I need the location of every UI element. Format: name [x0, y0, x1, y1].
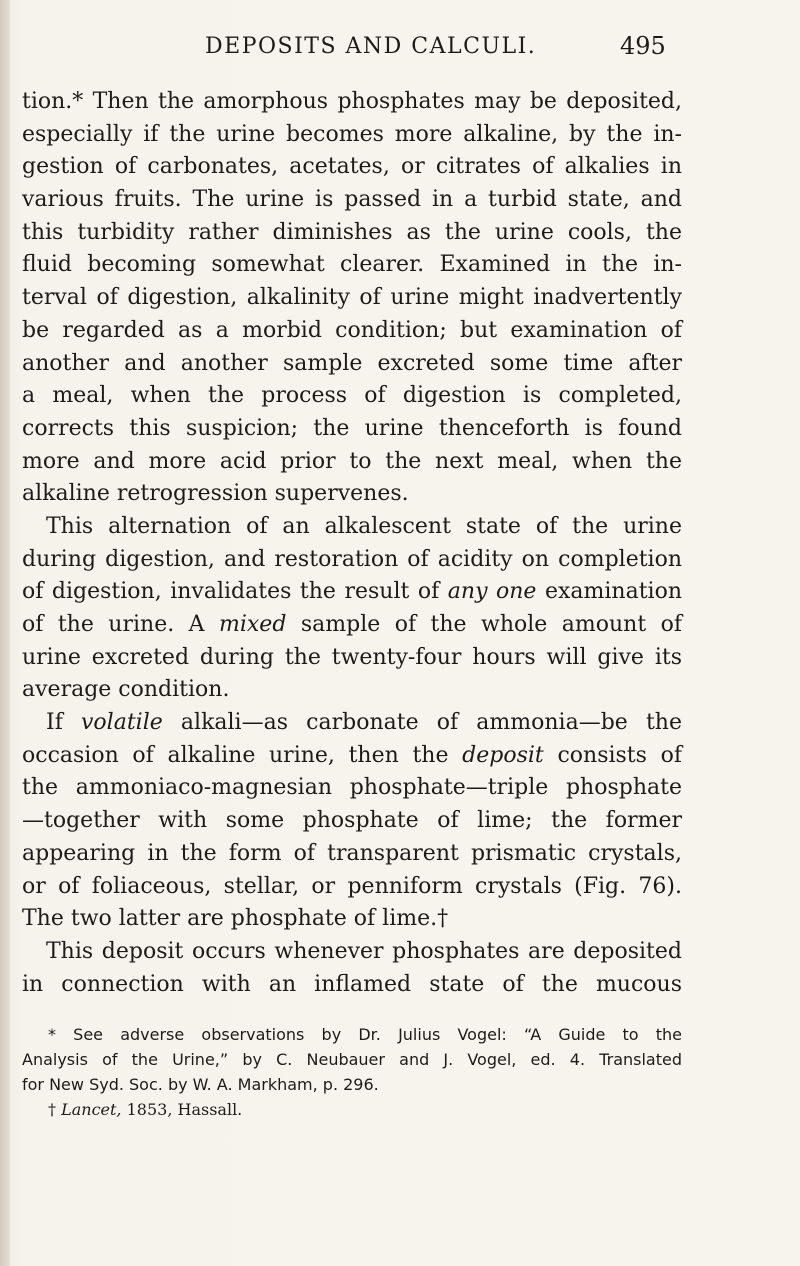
- text-line: another and another sample excreted some time after: [22, 350, 682, 376]
- text-line: corrects this suspicion; the urine thenceforth is found: [22, 415, 682, 441]
- italic-phrase: mixed: [219, 612, 287, 637]
- text-line: during digestion, and restoration of acidity on completion: [22, 546, 682, 572]
- italic-phrase: volatile: [81, 710, 163, 736]
- text-line: be regarded as a morbid condition; but examination of: [22, 317, 682, 343]
- text-line: more and more acid prior to the next meal, when the: [22, 448, 682, 474]
- text-line: the ammoniaco-magnesian phosphate—triple phosphate: [22, 775, 682, 801]
- text-line: gestion of carbonates, acetates, or citrates of alkalies in: [22, 154, 682, 180]
- text-line: in connection with an inflamed state of the mucous: [22, 971, 682, 997]
- text-line: The two latter are phosphate of lime.†: [22, 906, 449, 932]
- page-number: 495: [620, 32, 666, 60]
- footnote-line: † Lancet, 1853, Hassall.: [48, 1100, 243, 1119]
- footnote-line: for New Syd. Soc. by W. A. Markham, p. 296.: [22, 1075, 379, 1094]
- text-line: average condition.: [22, 677, 230, 703]
- text-line: —together with some phosphate of lime; the former: [22, 808, 682, 834]
- page-gutter-shadow: [0, 0, 10, 1266]
- text-line: terval of digestion, alkalinity of urine might inadvertently: [22, 285, 682, 311]
- text-line: If volatile alkali—as carbonate of ammonia—be the: [46, 710, 682, 736]
- text-line: of digestion, invalidates the result of any one examination: [22, 579, 682, 605]
- text-line: tion.* Then the amorphous phosphates may be deposited,: [22, 89, 682, 114]
- footnotes: [22, 1022, 682, 1122]
- text-line: or of foliaceous, stellar, or penniform crystals (Fig. 76).: [22, 873, 682, 899]
- text-line: various fruits. The urine is passed in a turbid state, and: [22, 187, 682, 213]
- running-title: DEPOSITS AND CALCULI.: [205, 34, 537, 59]
- footnote-line: * See adverse observations by Dr. Julius Vogel: “A Guide to the: [48, 1025, 682, 1044]
- footnote-line: Analysis of the Urine,” by C. Neubauer and J. Vogel, ed. 4. Translated: [22, 1050, 682, 1069]
- text-line: a meal, when the process of digestion is completed,: [22, 383, 682, 409]
- text-line: This deposit occurs whenever phosphates are deposited: [46, 938, 682, 964]
- text-line: urine excreted during the twenty-four hours will give its: [22, 644, 682, 670]
- running-head: [0, 34, 800, 64]
- italic-phrase: Lancet,: [61, 1100, 122, 1119]
- body-text: [22, 86, 682, 1001]
- text-line: this turbidity rather diminishes as the urine cools, the: [22, 219, 682, 245]
- text-line: of the urine. A mixed sample of the whole amount of: [22, 612, 683, 637]
- text-line: alkaline retrogression supervenes.: [22, 481, 409, 507]
- text-line: appearing in the form of transparent prismatic crystals,: [22, 840, 682, 866]
- text-line: This alternation of an alkalescent state of the urine: [46, 513, 682, 539]
- text-line: especially if the urine becomes more alkaline, by the in-: [22, 121, 682, 147]
- italic-phrase: any one: [447, 579, 537, 605]
- text-line: occasion of alkaline urine, then the deposit consists of: [22, 742, 682, 768]
- italic-phrase: deposit: [462, 742, 544, 768]
- text-line: fluid becoming somewhat clearer. Examined in the in-: [22, 252, 682, 278]
